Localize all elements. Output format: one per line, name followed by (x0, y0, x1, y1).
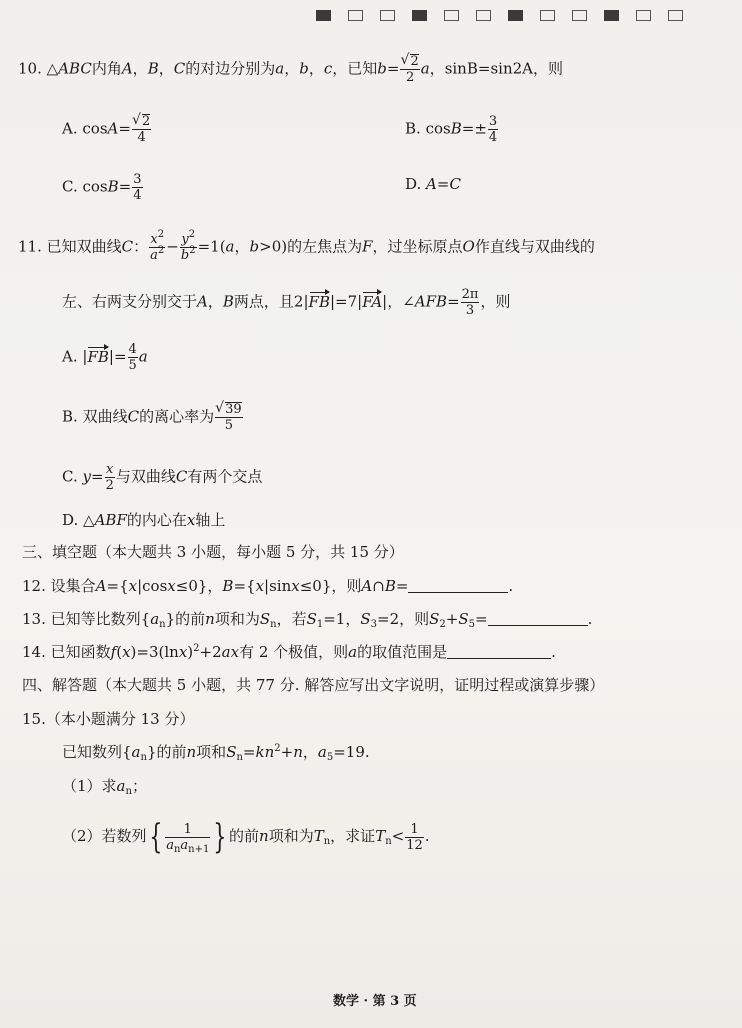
mark-filled (412, 10, 427, 21)
page-footer: 数学 · 第 3 页 (333, 994, 417, 1009)
answer-blank[interactable] (408, 578, 508, 593)
mark-empty (668, 10, 683, 21)
option-11c: C. y= $\frac{x}{2}$ 与双曲线C有两个交点 (62, 462, 263, 493)
question-14: 14. 已知函数$f(x)=3(\ln x)^2+2ax$有 2 个极值，则a的取值范围是 . (22, 643, 556, 661)
question-12: 12. 设集合A={x|cosx≤0}，B={x|sinx≤0}，则A∩B= . (22, 577, 514, 595)
question-11-stem-line1: 11. 已知双曲线C： $\frac{x^2}{a^2}$ − $\frac{y^2}{b^2}$ =1(a，b>0)的左焦点为F，过坐标原点O作直线与双曲线的 (18, 229, 595, 263)
mark-filled (604, 10, 619, 21)
mark-empty (444, 10, 459, 21)
mark-empty (348, 10, 363, 21)
mark-empty (636, 10, 651, 21)
question-15-stem: 已知数列$\{a_n\}$的前n项和$S_n=kn^2+n$，$a_5=19$. (62, 743, 370, 763)
option-10a: A. cosA= √ $\frac{2}{4}$ (62, 114, 152, 145)
question-10-stem: 10. △ABC内角A，B，C的对边分别为a，b，c，已知b= √ $\frac{2}{2}$ a，sinB=sin2A，则 (18, 54, 563, 85)
question-15-part-1: （1）求$a_n$； (62, 777, 147, 797)
mark-empty (476, 10, 491, 21)
option-11d: D. △ABF的内心在x轴上 (62, 511, 226, 529)
option-11b: B. 双曲线C的离心率为 √ $\frac{39}{5}$ (62, 402, 244, 433)
answer-blank[interactable] (447, 644, 551, 659)
mark-empty (572, 10, 587, 21)
question-15-header: 15.（本小题满分 13 分） (22, 710, 195, 728)
mark-filled (508, 10, 523, 21)
question-15-part-2: （2）若数列{ 1 $a_na_{n+1}$ } 的前n项和为$T_n$，求证$T_n<$ $\frac{1}{12}$ . (62, 817, 430, 857)
mark-filled (316, 10, 331, 21)
option-10c: C. cosB= $\frac{3}{4}$ (62, 172, 142, 203)
mark-empty (380, 10, 395, 21)
answer-blank[interactable] (488, 611, 588, 626)
question-11-stem-line2: 左、右两支分别交于A，B两点，且2|FB|=7|FA|，∠AFB= $\frac{2\pi}{3}$ ，则 (62, 287, 511, 318)
section-4-heading: 四、解答题（本大题共 5 小题，共 77 分. 解答应写出文字说明，证明过程或演算步骤） (22, 676, 605, 694)
option-10d: D. A=C (405, 175, 461, 193)
registration-marks (316, 10, 683, 21)
option-10b: B. cosB=± $\frac{3}{4}$ (405, 114, 498, 145)
section-3-heading: 三、填空题（本大题共 3 小题，每小题 5 分，共 15 分） (22, 543, 404, 561)
option-11a: A. |FB|= $\frac{4}{5}$ a (62, 342, 148, 373)
mark-empty (540, 10, 555, 21)
question-13: 13. 已知等比数列$\{a_n\}$的前n项和为$S_n$，若$S_1=1$，$S_3=2$，则$S_2+S_5=$ . (22, 610, 593, 630)
fraction: √ $\frac{2}{2}$ (400, 54, 419, 85)
